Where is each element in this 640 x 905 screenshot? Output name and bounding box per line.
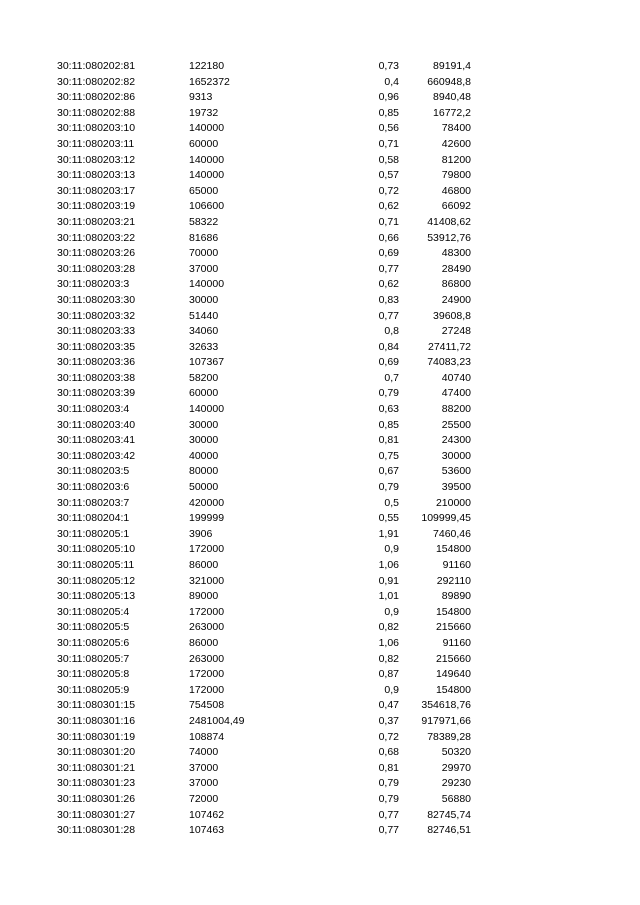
value-cell: 754508 xyxy=(189,699,225,712)
result-cell: 210000 xyxy=(435,496,471,509)
table-row xyxy=(0,121,640,137)
cadastral-number-cell: 30:11:080203:21 xyxy=(57,215,136,228)
cadastral-number-cell: 30:11:080205:8 xyxy=(57,668,130,681)
coefficient-cell: 0,85 xyxy=(378,106,399,119)
value-cell: 140000 xyxy=(189,278,225,291)
cadastral-number-cell: 30:11:080203:26 xyxy=(57,247,136,260)
cadastral-number-cell: 30:11:080205:5 xyxy=(57,621,130,634)
result-cell: 16772,2 xyxy=(433,106,471,119)
cadastral-number-cell: 30:11:080205:6 xyxy=(57,636,130,649)
table-row xyxy=(0,745,640,761)
result-cell: 89191,4 xyxy=(433,60,471,72)
table-row xyxy=(0,776,640,792)
value-cell: 50000 xyxy=(189,481,219,494)
cadastral-number-cell: 30:11:080205:1 xyxy=(57,527,130,540)
result-cell: 50320 xyxy=(441,746,471,759)
value-cell: 107463 xyxy=(189,824,225,837)
table-row xyxy=(0,371,640,387)
coefficient-cell: 1,91 xyxy=(378,527,399,540)
result-cell: 292110 xyxy=(436,574,471,587)
table-row xyxy=(0,293,640,309)
cadastral-number-cell: 30:11:080203:3 xyxy=(57,278,130,291)
coefficient-cell: 0,57 xyxy=(378,169,399,182)
coefficient-cell: 0,77 xyxy=(378,824,399,837)
cadastral-number-cell: 30:11:080203:13 xyxy=(57,169,136,182)
cadastral-number-cell: 30:11:080202:86 xyxy=(57,91,136,104)
cadastral-number-cell: 30:11:080301:23 xyxy=(57,777,136,790)
coefficient-cell: 0,81 xyxy=(378,761,399,774)
value-cell: 140000 xyxy=(189,153,225,166)
table-row xyxy=(0,542,640,558)
coefficient-cell: 0,47 xyxy=(378,699,399,712)
cadastral-number-cell: 30:11:080202:88 xyxy=(57,106,136,119)
cadastral-number-cell: 30:11:080204:1 xyxy=(57,512,130,525)
coefficient-cell: 0,55 xyxy=(378,512,399,525)
table-row xyxy=(0,199,640,215)
coefficient-cell: 0,69 xyxy=(378,356,399,369)
coefficient-cell: 0,56 xyxy=(378,122,399,135)
cadastral-number-cell: 30:11:080205:7 xyxy=(57,652,130,665)
cadastral-number-cell: 30:11:080205:11 xyxy=(57,559,135,571)
result-cell: 82745,74 xyxy=(427,808,471,821)
cadastral-number-cell: 30:11:080203:38 xyxy=(57,371,136,384)
cadastral-number-cell: 30:11:080203:6 xyxy=(57,481,130,494)
result-cell: 39608,8 xyxy=(433,309,471,322)
table-row xyxy=(0,589,640,605)
table-row xyxy=(0,823,640,839)
result-cell: 81200 xyxy=(441,153,471,166)
coefficient-cell: 0,9 xyxy=(384,683,399,696)
result-cell: 215660 xyxy=(435,652,471,665)
result-cell: 91160 xyxy=(442,559,471,571)
table-row xyxy=(0,324,640,340)
result-cell: 30000 xyxy=(441,449,471,462)
result-cell: 47400 xyxy=(441,387,471,400)
result-cell: 53600 xyxy=(441,465,471,478)
cadastral-number-cell: 30:11:080203:35 xyxy=(57,340,136,353)
cadastral-number-cell: 30:11:080202:81 xyxy=(57,60,136,72)
coefficient-cell: 0,37 xyxy=(378,714,399,727)
coefficient-cell: 0,79 xyxy=(378,387,399,400)
coefficient-cell: 0,62 xyxy=(378,200,399,213)
cadastral-number-cell: 30:11:080203:5 xyxy=(57,465,130,478)
result-cell: 88200 xyxy=(441,403,471,416)
value-cell: 86000 xyxy=(189,636,219,649)
table-row xyxy=(0,808,640,824)
table-row xyxy=(0,355,640,371)
coefficient-cell: 0,69 xyxy=(378,247,399,260)
coefficient-cell: 0,77 xyxy=(378,808,399,821)
value-cell: 107462 xyxy=(189,808,225,821)
table-row xyxy=(0,496,640,512)
value-cell: 70000 xyxy=(189,247,219,260)
cadastral-number-cell: 30:11:080301:27 xyxy=(57,808,136,821)
value-cell: 199999 xyxy=(189,512,225,525)
value-cell: 32633 xyxy=(189,340,219,353)
coefficient-cell: 0,75 xyxy=(378,449,399,462)
table-row xyxy=(0,153,640,169)
result-cell: 53912,76 xyxy=(427,231,471,244)
table-row xyxy=(0,558,640,574)
cadastral-number-cell: 30:11:080203:42 xyxy=(57,449,136,462)
result-cell: 27248 xyxy=(441,325,471,338)
value-cell: 37000 xyxy=(189,761,219,774)
value-cell: 40000 xyxy=(189,449,219,462)
result-cell: 41408,62 xyxy=(427,215,471,228)
coefficient-cell: 0,77 xyxy=(378,309,399,322)
coefficient-cell: 0,71 xyxy=(378,215,399,228)
value-cell: 140000 xyxy=(189,169,225,182)
result-cell: 91160 xyxy=(442,636,471,649)
table-row xyxy=(0,433,640,449)
cadastral-number-cell: 30:11:080203:33 xyxy=(57,325,136,338)
value-cell: 30000 xyxy=(189,434,219,447)
table-row xyxy=(0,262,640,278)
table-row xyxy=(0,75,640,91)
cadastral-number-cell: 30:11:080203:41 xyxy=(57,434,136,447)
cadastral-number-cell: 30:11:080301:26 xyxy=(57,792,136,805)
result-cell: 917971,66 xyxy=(421,714,471,727)
coefficient-cell: 0,85 xyxy=(378,418,399,431)
cadastral-number-cell: 30:11:080203:10 xyxy=(57,122,136,135)
cadastral-number-cell: 30:11:080301:28 xyxy=(57,824,136,837)
table-row xyxy=(0,667,640,683)
coefficient-cell: 0,72 xyxy=(378,184,399,197)
cadastral-number-cell: 30:11:080301:16 xyxy=(57,714,136,727)
result-cell: 89890 xyxy=(441,590,471,603)
value-cell: 65000 xyxy=(189,184,219,197)
coefficient-cell: 0,62 xyxy=(378,278,399,291)
table-row xyxy=(0,418,640,434)
value-cell: 172000 xyxy=(189,605,225,618)
coefficient-cell: 0,79 xyxy=(378,777,399,790)
coefficient-cell: 0,82 xyxy=(378,621,399,634)
result-cell: 24300 xyxy=(441,434,471,447)
value-cell: 19732 xyxy=(189,106,219,119)
table-row xyxy=(0,480,640,496)
table-row xyxy=(0,386,640,402)
coefficient-cell: 0,83 xyxy=(378,293,399,306)
result-cell: 46800 xyxy=(441,184,471,197)
table-row xyxy=(0,137,640,153)
cadastral-number-cell: 30:11:080301:19 xyxy=(57,730,136,743)
value-cell: 74000 xyxy=(189,746,219,759)
table-row xyxy=(0,106,640,122)
value-cell: 60000 xyxy=(189,387,219,400)
result-cell: 154800 xyxy=(435,605,471,618)
result-cell: 27411,72 xyxy=(427,340,471,353)
result-cell: 56880 xyxy=(441,792,471,805)
result-cell: 48300 xyxy=(441,247,471,260)
coefficient-cell: 1,06 xyxy=(378,559,399,571)
table-row xyxy=(0,402,640,418)
table-row xyxy=(0,184,640,200)
cadastral-number-cell: 30:11:080203:39 xyxy=(57,387,136,400)
value-cell: 108874 xyxy=(189,730,225,743)
cadastral-number-cell: 30:11:080203:19 xyxy=(57,200,136,213)
result-cell: 25500 xyxy=(441,418,471,431)
result-cell: 42600 xyxy=(441,137,471,150)
value-cell: 172000 xyxy=(189,683,225,696)
result-cell: 24900 xyxy=(441,293,471,306)
cadastral-number-cell: 30:11:080203:4 xyxy=(57,403,130,416)
cadastral-number-cell: 30:11:080203:17 xyxy=(57,184,136,197)
result-cell: 29970 xyxy=(441,761,471,774)
cadastral-number-cell: 30:11:080203:40 xyxy=(57,418,136,431)
value-cell: 263000 xyxy=(189,652,225,665)
coefficient-cell: 0,79 xyxy=(378,481,399,494)
value-cell: 172000 xyxy=(189,543,225,556)
result-cell: 154800 xyxy=(435,543,471,556)
value-cell: 420000 xyxy=(189,496,225,509)
value-cell: 321000 xyxy=(189,574,225,587)
cadastral-number-cell: 30:11:080205:12 xyxy=(57,574,136,587)
value-cell: 3906 xyxy=(189,527,213,540)
result-cell: 79800 xyxy=(441,169,471,182)
value-cell: 89000 xyxy=(189,590,219,603)
result-cell: 8940,48 xyxy=(433,91,471,104)
table-row xyxy=(0,168,640,184)
table-row xyxy=(0,636,640,652)
coefficient-cell: 0,8 xyxy=(384,325,399,338)
value-cell: 60000 xyxy=(189,137,219,150)
table-row xyxy=(0,340,640,356)
coefficient-cell: 0,67 xyxy=(378,465,399,478)
table-row xyxy=(0,730,640,746)
cadastral-number-cell: 30:11:080205:13 xyxy=(57,590,136,603)
table-row xyxy=(0,792,640,808)
value-cell: 140000 xyxy=(189,403,225,416)
table-row xyxy=(0,683,640,699)
table-row xyxy=(0,698,640,714)
coefficient-cell: 0,82 xyxy=(378,652,399,665)
table-row xyxy=(0,511,640,527)
value-cell: 58200 xyxy=(189,371,219,384)
table-row xyxy=(0,605,640,621)
coefficient-cell: 0,9 xyxy=(384,605,399,618)
table-row xyxy=(0,449,640,465)
cadastral-number-cell: 30:11:080203:30 xyxy=(57,293,136,306)
coefficient-cell: 1,01 xyxy=(378,590,399,603)
value-cell: 263000 xyxy=(189,621,225,634)
result-cell: 28490 xyxy=(441,262,471,275)
cadastral-number-cell: 30:11:080203:32 xyxy=(57,309,136,322)
cadastral-number-cell: 30:11:080301:20 xyxy=(57,746,136,759)
value-cell: 37000 xyxy=(189,262,219,275)
value-cell: 2481004,49 xyxy=(189,714,245,727)
value-cell: 30000 xyxy=(189,418,219,431)
value-cell: 140000 xyxy=(189,122,225,135)
table-row xyxy=(0,231,640,247)
value-cell: 1652372 xyxy=(189,75,230,88)
table-row xyxy=(0,309,640,325)
table-row xyxy=(0,90,640,106)
table-row xyxy=(0,652,640,668)
table-row xyxy=(0,761,640,777)
table-row xyxy=(0,464,640,480)
value-cell: 30000 xyxy=(189,293,219,306)
value-cell: 9313 xyxy=(189,91,213,104)
coefficient-cell: 1,06 xyxy=(378,636,399,649)
value-cell: 37000 xyxy=(189,777,219,790)
coefficient-cell: 0,77 xyxy=(378,262,399,275)
result-cell: 154800 xyxy=(435,683,471,696)
result-cell: 354618,76 xyxy=(421,699,471,712)
result-cell: 66092 xyxy=(441,200,471,213)
coefficient-cell: 0,72 xyxy=(378,730,399,743)
table-row xyxy=(0,714,640,730)
coefficient-cell: 0,96 xyxy=(378,91,399,104)
result-cell: 29230 xyxy=(441,777,471,790)
cadastral-number-cell: 30:11:080205:10 xyxy=(57,543,136,556)
cadastral-number-cell: 30:11:080203:11 xyxy=(57,137,135,150)
data-table xyxy=(0,59,640,839)
table-row xyxy=(0,215,640,231)
result-cell: 149640 xyxy=(435,668,471,681)
result-cell: 78389,28 xyxy=(427,730,471,743)
result-cell: 109999,45 xyxy=(421,512,471,525)
coefficient-cell: 0,66 xyxy=(378,231,399,244)
value-cell: 86000 xyxy=(189,559,219,571)
coefficient-cell: 0,71 xyxy=(378,137,399,150)
result-cell: 74083,23 xyxy=(427,356,471,369)
coefficient-cell: 0,84 xyxy=(378,340,399,353)
value-cell: 58322 xyxy=(189,215,219,228)
coefficient-cell: 0,73 xyxy=(378,60,399,72)
cadastral-number-cell: 30:11:080205:9 xyxy=(57,683,130,696)
value-cell: 72000 xyxy=(189,792,219,805)
value-cell: 80000 xyxy=(189,465,219,478)
cadastral-number-cell: 30:11:080301:21 xyxy=(57,761,136,774)
result-cell: 7460,46 xyxy=(433,527,471,540)
table-row xyxy=(0,574,640,590)
value-cell: 81686 xyxy=(189,231,219,244)
coefficient-cell: 0,4 xyxy=(384,75,399,88)
result-cell: 660948,8 xyxy=(427,75,471,88)
table-row xyxy=(0,620,640,636)
coefficient-cell: 0,5 xyxy=(384,496,399,509)
coefficient-cell: 0,91 xyxy=(378,574,399,587)
cadastral-number-cell: 30:11:080203:36 xyxy=(57,356,136,369)
cadastral-number-cell: 30:11:080205:4 xyxy=(57,605,130,618)
table-row xyxy=(0,59,640,75)
coefficient-cell: 0,81 xyxy=(378,434,399,447)
coefficient-cell: 0,63 xyxy=(378,403,399,416)
result-cell: 78400 xyxy=(441,122,471,135)
value-cell: 51440 xyxy=(189,309,219,322)
cadastral-number-cell: 30:11:080301:15 xyxy=(57,699,136,712)
coefficient-cell: 0,68 xyxy=(378,746,399,759)
cadastral-number-cell: 30:11:080203:28 xyxy=(57,262,136,275)
cadastral-number-cell: 30:11:080203:22 xyxy=(57,231,136,244)
table-row xyxy=(0,277,640,293)
table-row xyxy=(0,246,640,262)
cadastral-number-cell: 30:11:080202:82 xyxy=(57,75,136,88)
coefficient-cell: 0,87 xyxy=(378,668,399,681)
result-cell: 39500 xyxy=(441,481,471,494)
table-row xyxy=(0,527,640,543)
value-cell: 122180 xyxy=(189,60,225,72)
cadastral-number-cell: 30:11:080203:7 xyxy=(57,496,130,509)
coefficient-cell: 0,7 xyxy=(384,371,399,384)
coefficient-cell: 0,9 xyxy=(384,543,399,556)
result-cell: 82746,51 xyxy=(427,824,471,837)
result-cell: 40740 xyxy=(441,371,471,384)
value-cell: 106600 xyxy=(189,200,225,213)
result-cell: 215660 xyxy=(435,621,471,634)
result-cell: 86800 xyxy=(441,278,471,291)
cadastral-number-cell: 30:11:080203:12 xyxy=(57,153,136,166)
value-cell: 172000 xyxy=(189,668,225,681)
coefficient-cell: 0,58 xyxy=(378,153,399,166)
value-cell: 34060 xyxy=(189,325,219,338)
coefficient-cell: 0,79 xyxy=(378,792,399,805)
value-cell: 107367 xyxy=(189,356,225,369)
